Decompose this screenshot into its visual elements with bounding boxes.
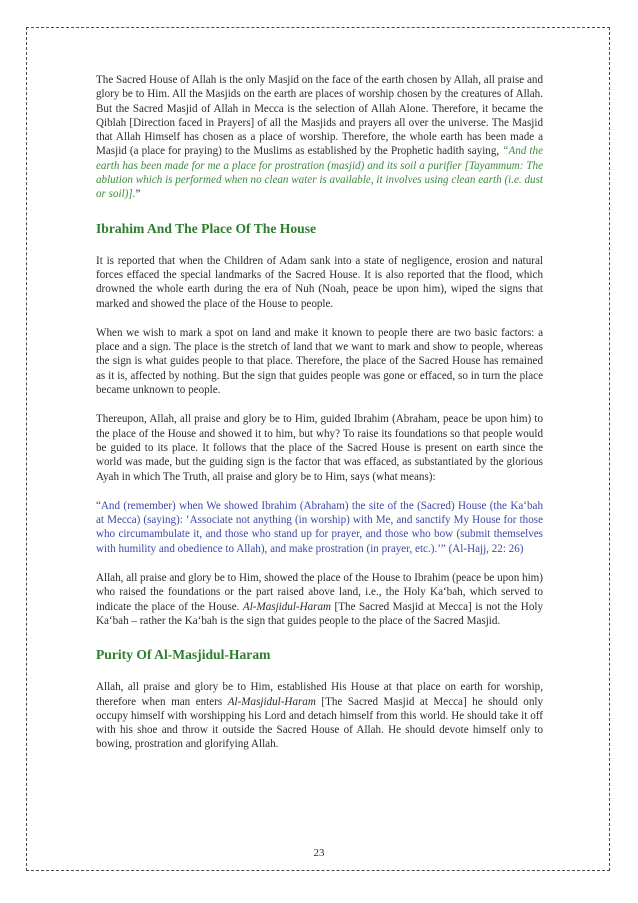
page-number: 23 bbox=[313, 847, 325, 859]
purity-italic-term: Al-Masjidul-Haram bbox=[227, 695, 316, 708]
section-heading-ibrahim: Ibrahim And The Place Of The House bbox=[96, 220, 317, 236]
kabah-text-b: [The Sacred Masjid at Mecca] is not the Holy Ka‘bah – rather the Ka‘bah is the sign that guides people to the place of the Sacred Masjid. bbox=[96, 600, 543, 627]
hadith-quote: “And the earth has been made for me a place for prostration (masjid) and its soil a purifier [Tayammum: The ablution which is performed when no clean water is available, it involves using clean earth (i.e. dust or soil)]. bbox=[96, 145, 543, 201]
quran-verse: “And (remember) when We showed Ibrahim (Abraham) the site of the (Sacred) House (the Ka‘bah at Mecca) (saying): ‘Associate not anything (in worship) with Me, and sanctify My House for those who circumambulate it, and those who stand up for prayer, and those who bow (submit themselves with humility and obedience to Allah), and make prostration (in prayer, etc.).’” (Al-Hajj, 22: 26) bbox=[96, 499, 543, 555]
kabah-text-a: Allah, all praise and glory be to Him, showed the place of the House to Ibrahim (peace be upon him) who raised the foundations or the part raised above land, i.e., the Holy Ka‘bah, which served to indicate the place of the House. bbox=[96, 572, 544, 613]
paragraph-kabah bbox=[96, 571, 543, 628]
kabah-italic-term: Al-Masjidul-Haram bbox=[242, 600, 332, 613]
intro-paragraph bbox=[96, 73, 543, 202]
purity-text-a: Allah, all praise and glory be to Him, established His House at that place on earth for worship, therefore when man enters bbox=[96, 681, 543, 708]
paragraph-place-and-sign: When we wish to mark a spot on land and make it known to people there are two basic factors: a place and a sign. The place is the stretch of land that we want to mark and show to people, whereas the sign is what guides people to that place. Therefore, the place of the Sacred House has remained as it is, affected by nothing. But the sign that guides people was gone or effaced, so in turn the place became unknown to people. bbox=[96, 326, 543, 397]
paragraph-purity bbox=[96, 680, 543, 751]
paragraph-flood: It is reported that when the Children of Adam sank into a state of negligence, erosion and natural forces effaced the special landmarks of the Sacred House. It is also reported that the flood, which drowned the whole earth during the era of Nuh (Noah, peace be upon him), wiped the signs that marked and showed the place of the House to people. bbox=[96, 254, 543, 310]
section-heading-purity: Purity Of Al-Masjidul-Haram bbox=[96, 647, 271, 663]
paragraph-thereupon: Thereupon, Allah, all praise and glory be to Him, guided Ibrahim (Abraham, peace be upon him) to the place of the House and showed it to him, but why? To raise its foundations so that people would be guided to its place. It follows that the place of the Sacred House is present on earth since the world was made, but the guiding sign is the factor that was effaced, as substantiated by the glorious Ayah in which The Truth, all praise and glory be to Him, says (what means): bbox=[96, 413, 543, 483]
intro-text: The Sacred House of Allah is the only Masjid on the face of the earth chosen by Allah, all praise and glory be to Him. All the Masjids on the earth are places of worship chosen by the creatures of Allah. But the Sacred Masjid of Allah in Mecca is the selection of Allah Alone. Therefore, it became the Qiblah [Direction faced in Prayers] of all the Masjids and prayers all over the universe. The Masjid that Allah Himself has chosen as a place of worship. Therefore, the whole earth has been made a Masjid (a place for praying) to the Muslims as established by the Prophetic hadith saying, bbox=[96, 74, 543, 158]
purity-text-b: [The Sacred Masjid at Mecca] he should only occupy himself with worshipping his Lord and detach himself from this world. He should take it off with his shoe and throw it outside the Sacred House of Allah. He should devote himself only to bowing, prostration and glorifying Allah. bbox=[96, 695, 544, 751]
page-content bbox=[96, 73, 543, 767]
intro-closing-quote: ” bbox=[135, 188, 141, 201]
